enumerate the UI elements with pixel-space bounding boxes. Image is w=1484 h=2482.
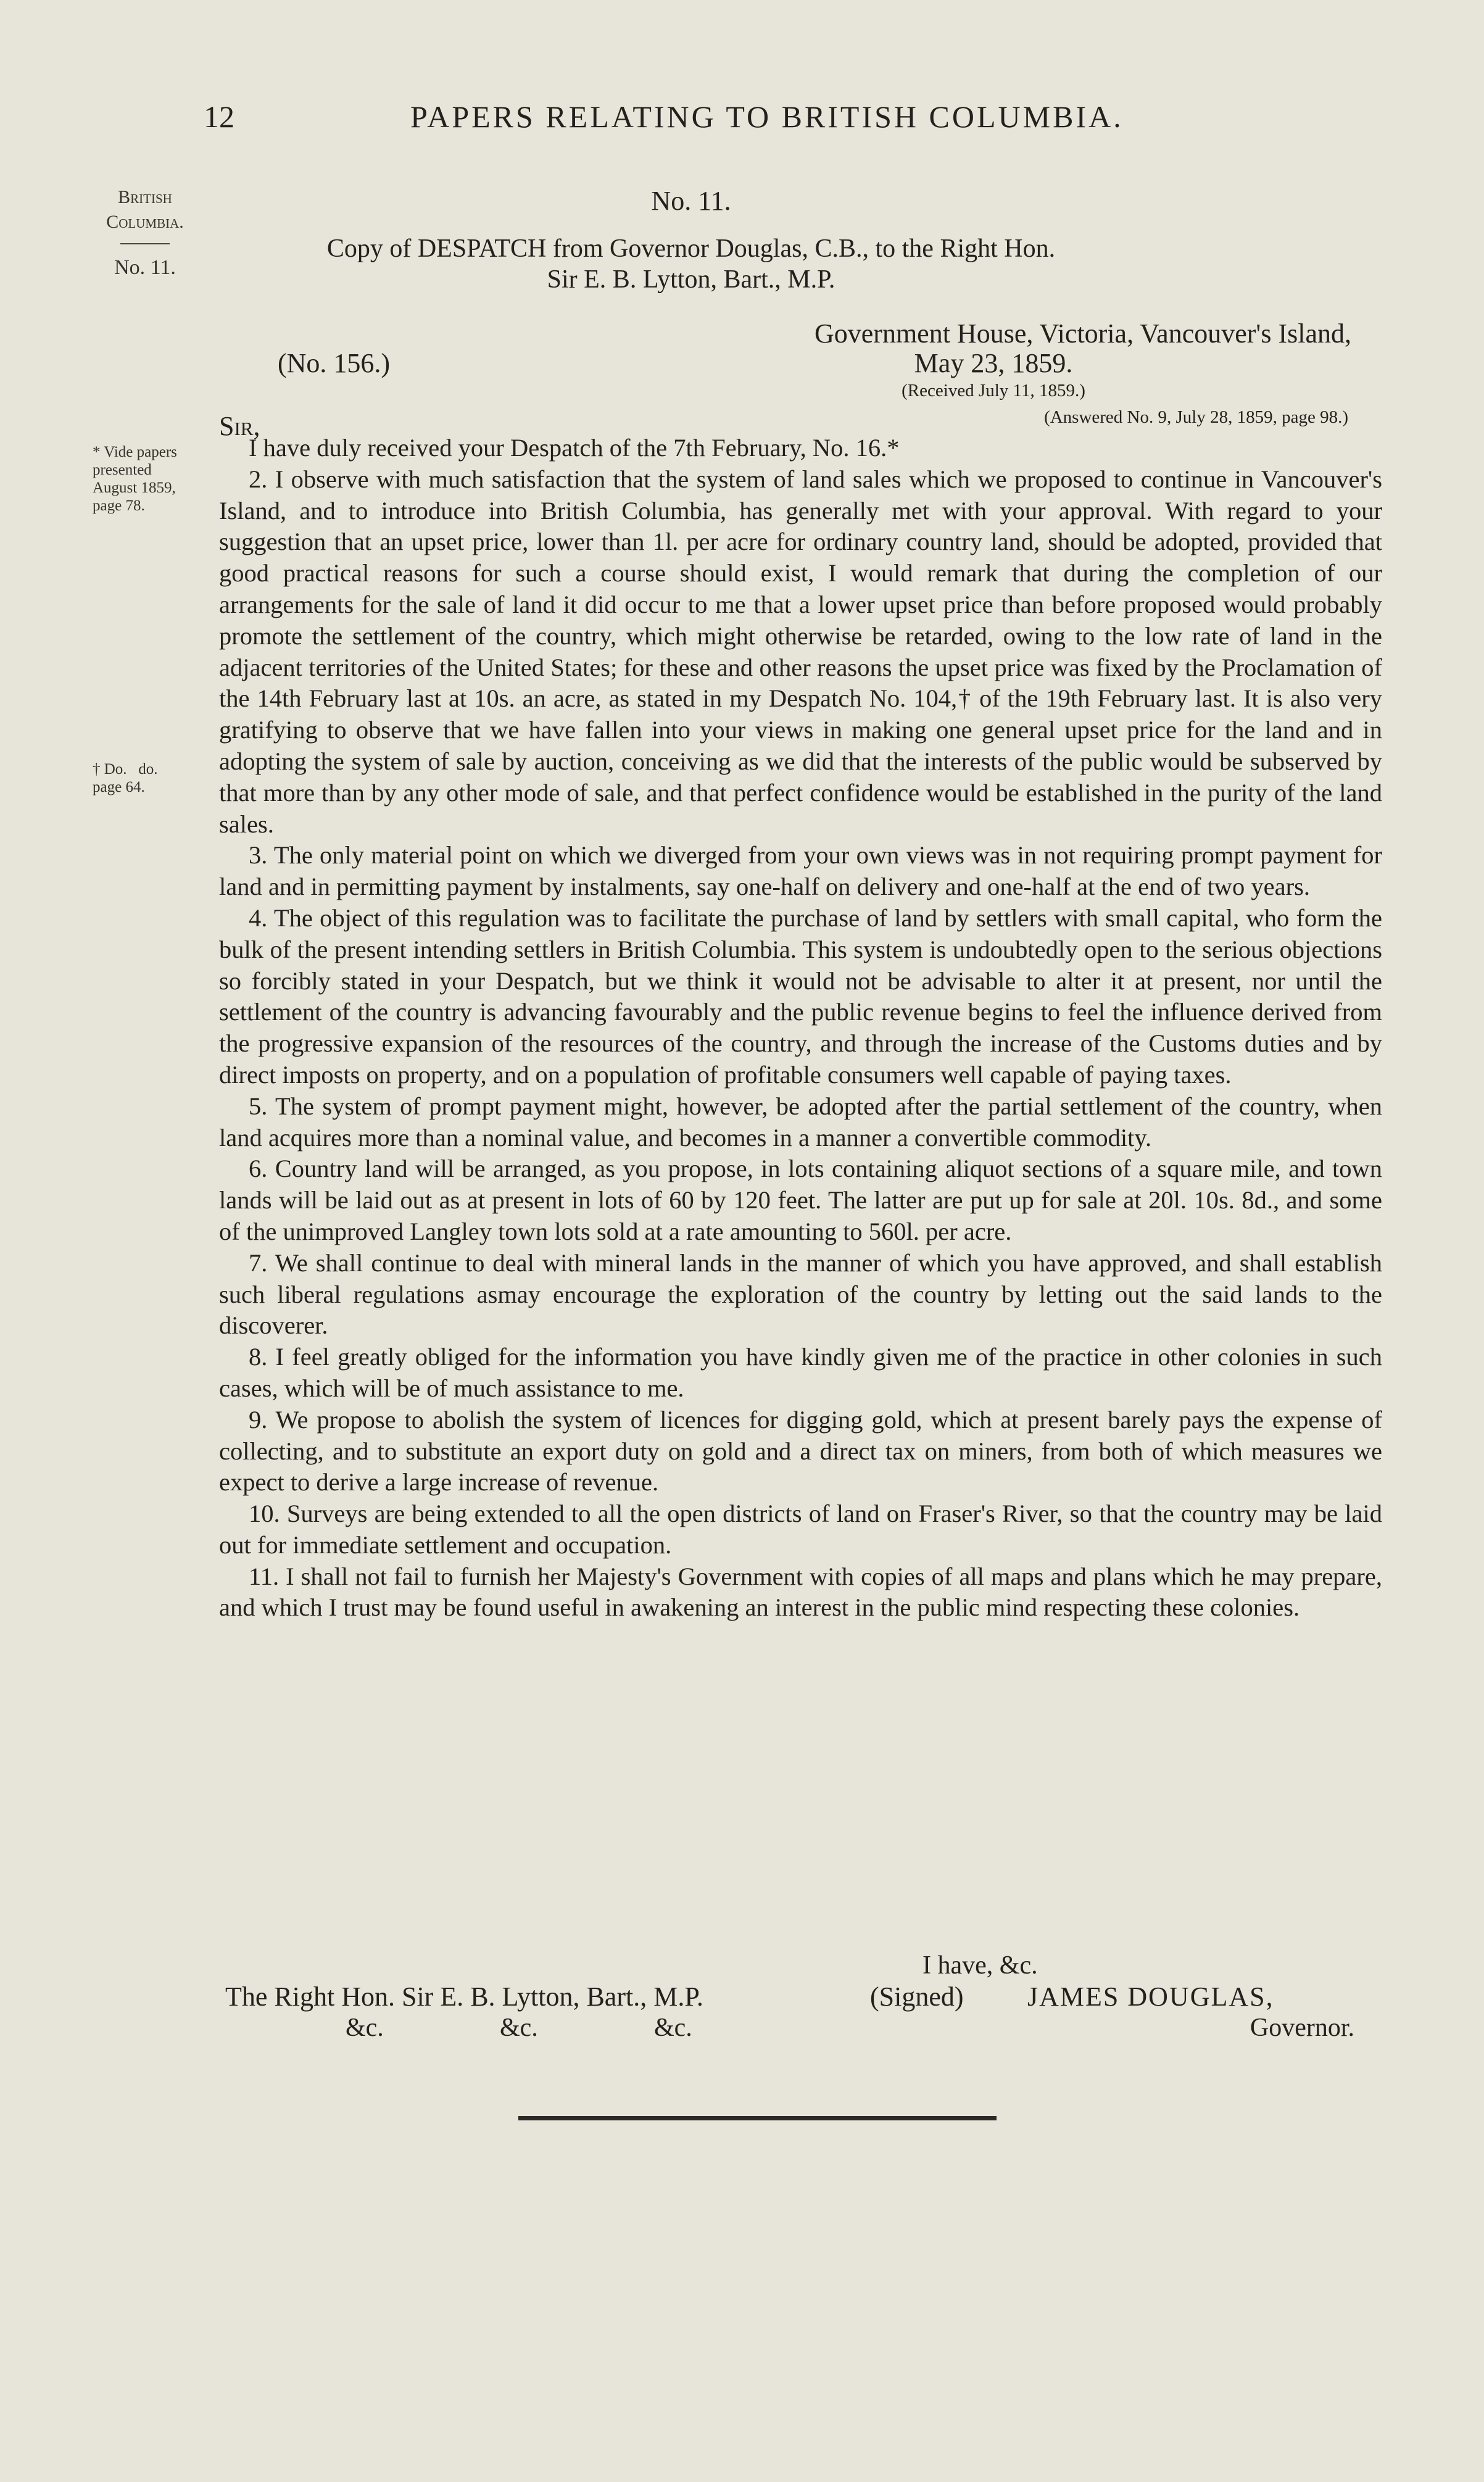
paragraph-4: 4. The object of this regulation was to facilitate the purchase of land by settlers with small capital, who form the bulk of the present intending settlers in British Columbia. This system is undoubtedly open to the serious objections so forcibly stated in your Despatch, but we think it would not be advisable to alter it at present, nor until the settlement of the country is advancing favourably and the public revenue begins to feel the influence derived from the progressive expansion of the resources of the country, and through the increase of the Customs duties and by direct imposts on property, and on a population of profitable consumers well capable of paying taxes. <box>219 903 1382 1089</box>
paragraph-6: 6. Country land will be arranged, as you propose, in lots containing aliquot sections of a square mile, and town lands will be laid out as at present in lots of 60 by 120 feet. The latter are put up for sale at 20l. 10s. 8d., and some of the unimproved Langley town lots sold at a rate amounting to 560l. per acre. <box>219 1155 1382 1245</box>
paragraph-9: 9. We propose to abolish the system of licences for digging gold, which at present barely pays the expense of collecting, and to substitute an export duty on gold and a direct tax on miners, from both of which measures we expect to derive a large increase of revenue. <box>219 1405 1382 1496</box>
paragraph-10: 10. Surveys are being extended to all the open districts of land on Fraser's River, so that the country may be laid out for immediate settlement and occupation. <box>219 1500 1382 1559</box>
page-number: 12 <box>204 99 234 134</box>
dateline-place: Government House, Victoria, Vancouver's Island, <box>814 318 1351 349</box>
signature-line <box>225 1981 1354 2018</box>
margin-note-line: † Do. do. <box>93 761 158 778</box>
margin-section-line1: British <box>118 187 172 207</box>
etc-text: &c. <box>500 2014 538 2042</box>
signatory-name: JAMES DOUGLAS, <box>1027 1982 1274 2012</box>
paragraph-1: I have duly received your Despatch of the 7th February, No. 16.* <box>249 434 900 462</box>
margin-note-vide <box>93 443 216 515</box>
signatory-office: Governor. <box>1250 2014 1354 2042</box>
despatch-number: (No. 156.) <box>278 348 391 378</box>
margin-note-do <box>93 760 216 796</box>
margin-section-label <box>93 185 197 280</box>
signed-label: (Signed) <box>870 1982 964 2012</box>
addressee: The Right Hon. Sir E. B. Lytton, Bart., M.P. <box>225 1982 703 2012</box>
paragraph-7: 7. We shall continue to deal with mineral lands in the manner of which you have approved, and shall establish such liberal regulations asmay encourage the exploration of the country by letting out the said lands to the discoverer. <box>219 1248 1382 1340</box>
despatch-date: May 23, 1859. <box>914 348 1073 378</box>
paragraph-5: 5. The system of prompt payment might, however, be adopted after the partial settlement of the country, when land acquires more than a nominal value, and becomes in a manner a convertible commodity. <box>219 1092 1382 1152</box>
paragraph-2: 2. I observe with much satisfaction that the system of land sales which we proposed to continue in Vancouver's Island, and to introduce into British Columbia, has generally met with your approval. With regard to your suggestion that an upset price, lower than 1l. per acre for ordinary country land, should be adopted, provided that good practical reasons for such a course should exist, I would remark that during the completion of our arrangements for the sale of land it did occur to me that a lower upset price than before proposed would probably promote the settlement of the country, which might otherwise be retarded, owing to the low rate of land in the adjacent territories of the United States; for these and other reasons the upset price was fixed by the Proclamation of the 14th February last at 10s. an acre, as stated in my Despatch No. 104,† of the 19th February last. It is also very gratifying to observe that we have fallen into your views in making one general upset price for the land and in adopting the system of sale by auction, conceiving as we did that the interests of the public would be subserved by that more than by any other mode of sale, and that perfect confidence would be established in the purity of the land sales. <box>219 465 1382 838</box>
letter-body <box>219 433 1382 1624</box>
end-rule <box>518 2116 997 2120</box>
margin-note-line: page 64. <box>93 779 145 795</box>
etc-text: &c. <box>654 2014 692 2042</box>
margin-divider <box>120 243 170 244</box>
etc-text: &c. <box>346 2014 384 2042</box>
salutation: Sir, <box>219 411 260 441</box>
running-title: PAPERS RELATING TO BRITISH COLUMBIA. <box>410 99 1124 134</box>
received-note: (Received July 11, 1859.) <box>902 381 1085 401</box>
paragraph-8: 8. I feel greatly obliged for the information you have kindly given me of the practice in other colonies in such cases, which will be of much assistance to me. <box>219 1343 1382 1402</box>
margin-note-line: presented <box>93 462 152 478</box>
document-title-line: Copy of DESPATCH from Governor Douglas, C.B., to the Right Hon. <box>326 235 1056 263</box>
running-head <box>204 99 1216 142</box>
margin-section-line2: Columbia. <box>106 212 184 232</box>
document-title <box>204 233 1179 295</box>
margin-number: No. 11. <box>114 256 176 279</box>
document-title-line: Sir E. B. Lytton, Bart., M.P. <box>547 265 835 294</box>
complimentary-close: I have, &c. <box>922 1951 1038 1980</box>
etc-line <box>225 2013 1354 2050</box>
document-number: No. 11. <box>651 186 731 216</box>
paragraph-11: 11. I shall not fail to furnish her Majesty's Government with copies of all maps and plans which he may prepare, and which I trust may be found useful in awakening an interest in the public mind respecting these colonies. <box>219 1562 1382 1622</box>
paragraph-3: 3. The only material point on which we diverged from your own views was in not requiring prompt payment for land and in permitting payment by instalments, say one-half on delivery and one-half at the end of two years. <box>219 841 1382 901</box>
margin-note-line: page 78. <box>93 497 145 514</box>
answered-note: (Answered No. 9, July 28, 1859, page 98.) <box>1044 407 1348 427</box>
margin-note-line: * Vide papers <box>93 444 177 460</box>
margin-note-line: August 1859, <box>93 479 176 496</box>
